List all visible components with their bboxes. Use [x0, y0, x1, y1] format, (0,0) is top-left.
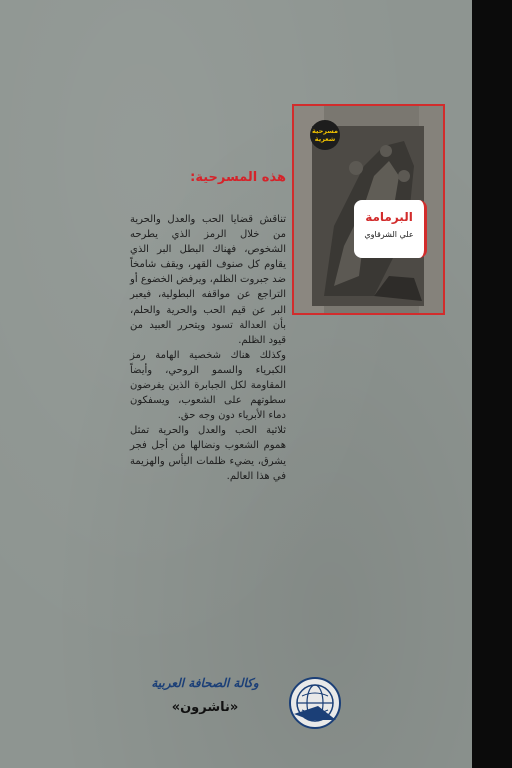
section-title: هذه المسرحية:: [190, 170, 286, 185]
publisher-subtitle: «ناشرون»: [171, 700, 239, 715]
book-spine-edge: [472, 0, 512, 768]
paragraph: وكذلك هناك شخصية الهامة رمز الكبرياء والسمو الروحي، وأيضاً المقاومة لكل الجبابرة الذين يفرضون سطوتهم على الشعوب، ويسفكون دماء الأبرياء دون وجه حق.: [130, 349, 286, 422]
book-cover-thumbnail: [292, 104, 445, 315]
badge-line-1: مسرحية: [312, 127, 338, 135]
play-type-badge: [310, 120, 340, 150]
paragraph: ثلاثية الحب والعدل والحرية تمثل هموم الشعوب ونضالها من أجل فجر يشرق، يضيء ظلمات اليأس والهزيمة في هذا العالم.: [130, 425, 286, 482]
badge-line-2: شعرية: [314, 135, 336, 143]
synopsis-text: [130, 212, 286, 484]
publisher-globe-logo-icon: [288, 676, 342, 730]
book-title-label: [354, 200, 427, 258]
paragraph: تناقش قضايا الحب والعدل والحرية من خلال الرمز الذي يطرحه الشخوص، فهناك البطل البر الذي يقاوم كل صنوف القهر، ويقف شامخاً ضد جبروت الظلم، ويرفض الخضوع أو التراجع عن مواقفه البطولية، فيعبر البر عن قيم الحب والحرية والحلم، بأن العدالة تسود ويتحرر العبيد من قيود الظلم.: [130, 214, 286, 346]
book-title: البرمامة: [365, 210, 413, 224]
publisher-block: [130, 676, 280, 715]
book-author: علي الشرقاوي: [364, 230, 414, 239]
publisher-name: وكالة الصحافة العربية: [151, 676, 259, 690]
